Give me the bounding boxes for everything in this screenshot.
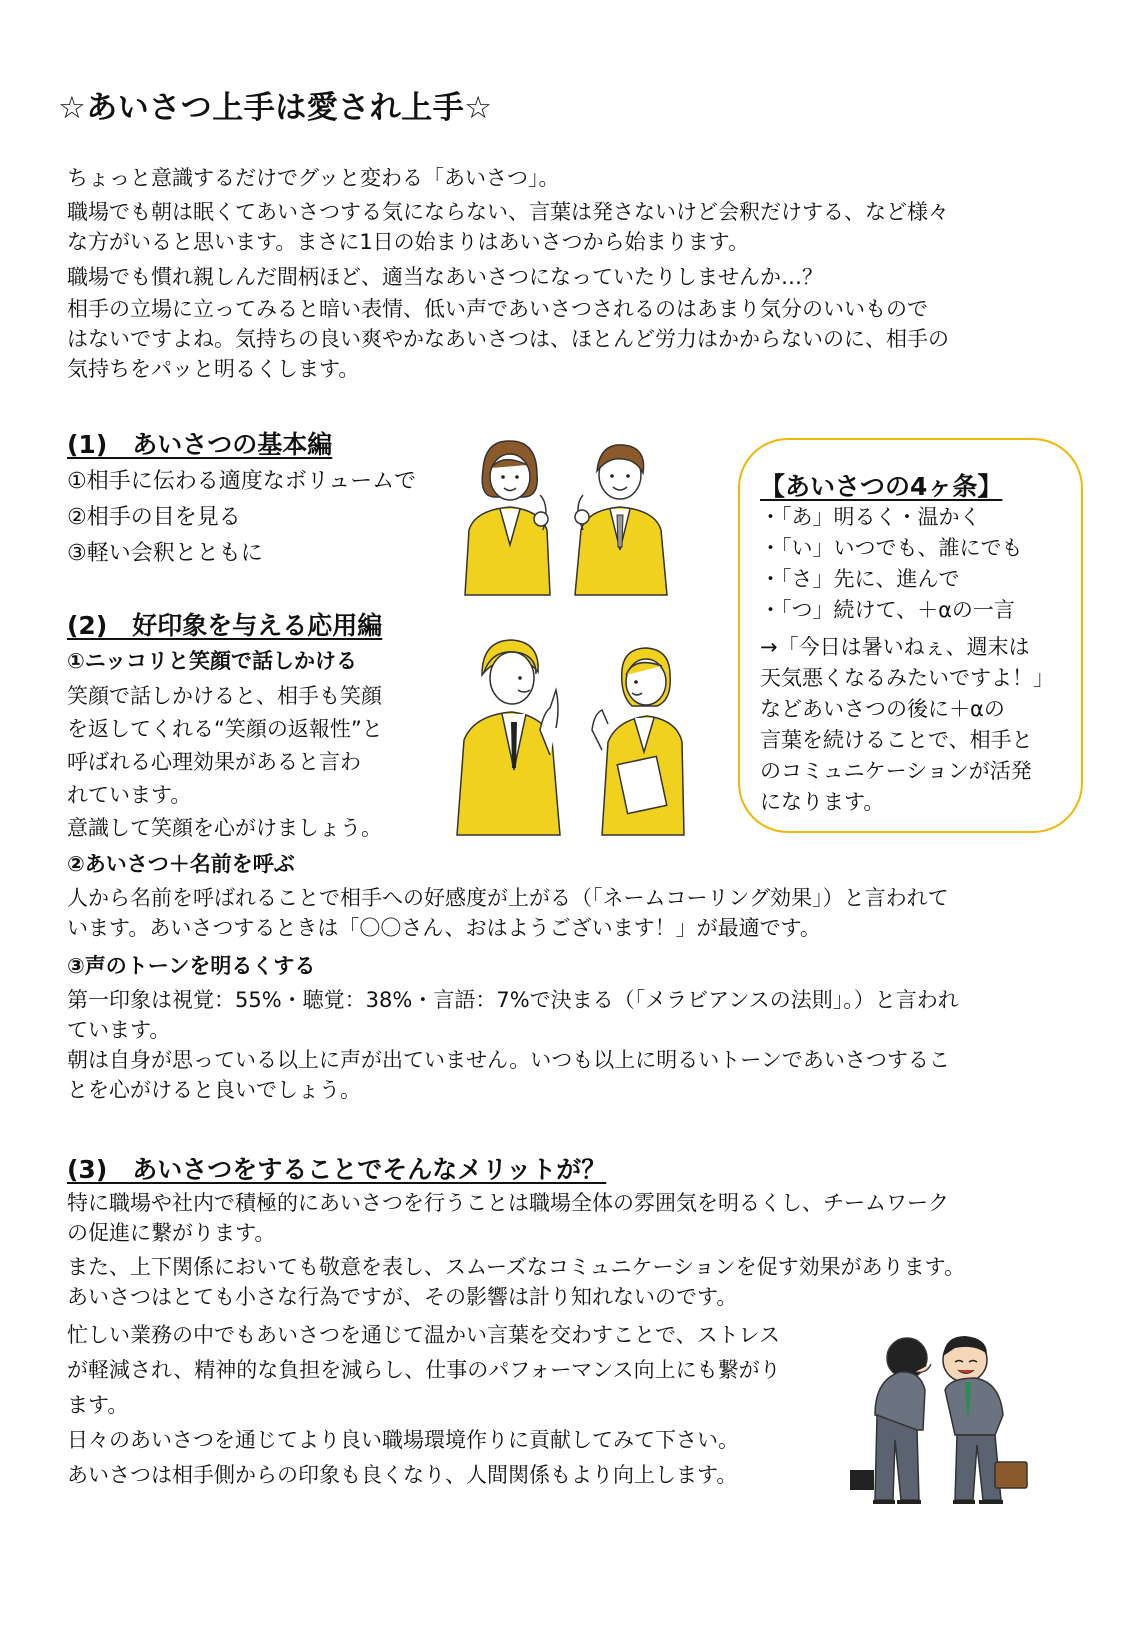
two-people-waving-illustration [452, 630, 687, 840]
section2-sub2-text: 人から名前を呼ばれることで相手への好感度が上がる（「ネームコーリング効果」）と言われて います。あいさつするときは「〇〇さん、おはようございます！」が最適です。 [67, 886, 949, 940]
intro-p4: 相手の立場に立ってみると暗い表情、低い声であいさつされるのはあまり気分のいいもので はないですよね。気持ちの良い爽やかなあいさつは、ほとんど労力はかからないのに、相手の 気持ちをパッと明るくします。 [67, 297, 949, 381]
section1-item: ②相手の目を見る [67, 505, 241, 530]
page-title: ☆あいさつ上手は愛され上手☆ [58, 90, 493, 126]
section2-sub1: ①ニッコリと笑顔で話しかける [67, 649, 357, 673]
section2-sub2: ②あいさつ＋名前を呼ぶ [67, 852, 295, 876]
intro-p3: 職場でも慣れ親しんだ間柄ほど、適当なあいさつになっていたりしませんか…？ [67, 265, 823, 289]
tips-box-title: 【あいさつの4ヶ条】 [760, 472, 1003, 501]
section2-sub3-text1: 第一印象は視覚：55%・聴覚：38%・言語：7%で決まる（「メラビアンスの法則」。）と言われ ています。 [67, 988, 959, 1042]
section3-p2: また、上下関係においても敬意を表し、スムーズなコミュニケーションを促す効果があります。 あいさつはとても小さな行為ですが、その影響は計り知れないのです。 [67, 1255, 965, 1309]
list-item: ・「い」いつでも、誰にでも [760, 536, 1023, 560]
section2-sub1-text: 笑顔で話しかけると、相手も笑顔 を返してくれる“笑顔の返報性”と 呼ばれる心理効果があると言わ れています。 意識して笑顔を心がけましょう。 [67, 684, 383, 840]
section3-p1: 特に職場や社内で積極的にあいさつを行うことは職場全体の雰囲気を明るくし、チームワーク の促進に繋がります。 [67, 1191, 949, 1245]
intro-p1: ちょっと意識するだけでグッと変わる「あいさつ」。 [67, 166, 560, 190]
section1-item: ③軽い会釈とともに [67, 541, 263, 566]
two-people-ok-sign-illustration [455, 435, 680, 600]
section2-sub3: ③声のトーンを明るくする [67, 954, 316, 978]
intro-p2: 職場でも朝は眠くてあいさつする気にならない、言葉は発さないけど会釈だけする、など様々 な方がいると思います。まさに1日の始まりはあいさつから始まります。 [67, 200, 949, 254]
tips-box-list [760, 502, 1023, 626]
list-item: ・「あ」明るく・温かく [760, 505, 981, 529]
section3-heading: (3) あいさつをすることでそんなメリットが？ [67, 1155, 607, 1184]
list-item: ・「さ」先に、進んで [760, 567, 960, 591]
two-businessmen-bowing-illustration [845, 1320, 1040, 1515]
section3-p3: 忙しい業務の中でもあいさつを通じて温かい言葉を交わすことで、ストレス が軽減され、精神的な負担を減らし、仕事のパフォーマンス向上にも繋がり ます。 日々のあいさつを通じてより良い職場環境作りに貢献してみて下さい。 あいさつは相手側からの印象も良くなり、人間関係もより向上します。 [67, 1323, 781, 1487]
tips-box-text: →「今日は暑いねぇ、週末は 天気悪くなるみたいですよ！」 などあいさつの後に＋αの 言葉を続けることで、相手と のコミュニケーションが活発 になります。 [760, 635, 1054, 814]
section2-heading: (2) 好印象を与える応用編 [67, 611, 383, 640]
section2-sub3-text2: 朝は自身が思っている以上に声が出ていません。いつも以上に明るいトーンであいさつするこ とを心がけると良いでしょう。 [67, 1048, 950, 1102]
list-item: ・「つ」続けて、＋αの一言 [760, 598, 1015, 622]
section1-item: ①相手に伝わる適度なボリュームで [67, 469, 417, 494]
section1-heading: (1) あいさつの基本編 [67, 430, 333, 459]
